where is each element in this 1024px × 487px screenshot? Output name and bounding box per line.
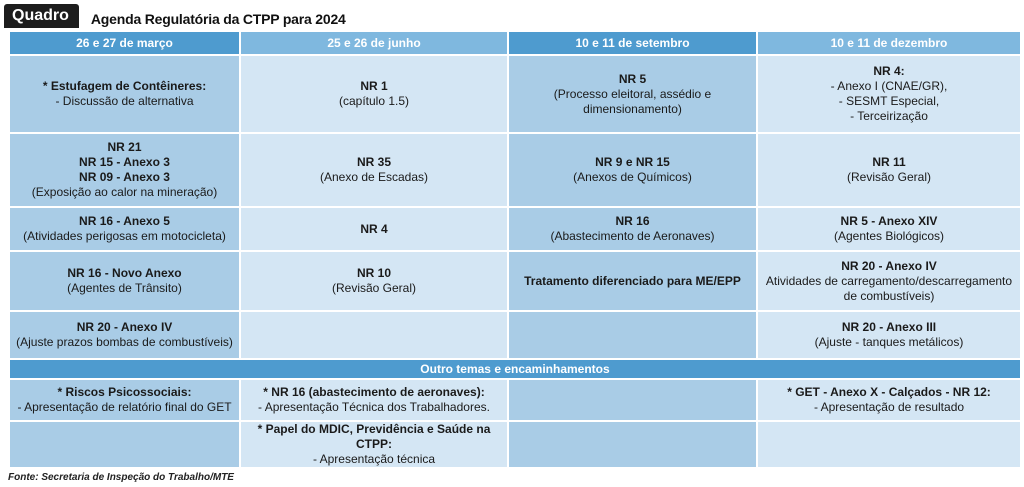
- cell-title: NR 20 - Anexo IV: [841, 258, 937, 273]
- agenda-cell: [508, 311, 757, 359]
- cell-detail: (Agentes de Trânsito): [67, 281, 182, 295]
- agenda-cell: [9, 421, 240, 468]
- table-header: [4, 4, 346, 28]
- table-row: [9, 55, 1021, 133]
- cell-detail: - Apresentação Técnica dos Trabalhadores.: [258, 400, 490, 414]
- agenda-cell: [240, 133, 508, 207]
- cell-detail: - Apresentação de resultado: [813, 400, 965, 414]
- cell-title: NR 5 - Anexo XIV: [840, 214, 938, 228]
- agenda-cell: [240, 55, 508, 133]
- agenda-cell: [240, 311, 508, 359]
- agenda-cell: [508, 251, 757, 311]
- agenda-cell: [9, 311, 240, 359]
- cell-detail: (Exposição ao calor na mineração): [31, 185, 218, 199]
- cell-title: NR 09 - Anexo 3: [79, 170, 170, 184]
- cell-detail: (Anexos de Químicos): [573, 170, 692, 184]
- cell-title: NR 5: [618, 71, 647, 86]
- agenda-cell: [508, 133, 757, 207]
- cell-title: NR 15 - Anexo 3: [79, 155, 170, 169]
- cell-detail: - SESMT Especial,: [838, 94, 940, 108]
- cell-detail: (Anexo de Escadas): [319, 170, 429, 184]
- agenda-cell: [240, 379, 508, 421]
- agenda-cell: [508, 421, 757, 468]
- cell-detail: Atividades de carregamento/descarregamento: [765, 273, 1013, 288]
- cell-detail: (Processo eleitoral, assédio e dimensionamento): [553, 86, 712, 116]
- agenda-cell: [757, 379, 1021, 421]
- agenda-table: [8, 30, 1022, 469]
- table-row: [9, 207, 1021, 251]
- cell-title: NR 10: [356, 266, 391, 280]
- quadro-tag: Quadro: [4, 4, 79, 28]
- cell-title: NR 35: [356, 155, 391, 169]
- cell-detail: (capítulo 1.5): [338, 94, 410, 108]
- section-row: [9, 359, 1021, 379]
- cell-detail: (Abastecimento de Aeronaves): [550, 229, 715, 243]
- cell-detail: (Revisão Geral): [846, 170, 932, 184]
- agenda-cell: [757, 55, 1021, 133]
- section-title: Outro temas e encaminhamentos: [9, 359, 1021, 379]
- cell-title: NR 1: [360, 79, 388, 93]
- cell-detail: - Discussão de alternativa: [55, 94, 194, 108]
- cell-detail: - Apresentação de relatório final do GET: [17, 400, 232, 414]
- cell-title: * NR 16 (abastecimento de aeronaves):: [263, 385, 485, 399]
- cell-title: NR 16: [615, 214, 650, 228]
- agenda-cell: [9, 251, 240, 311]
- source-note: Fonte: Secretaria de Inspeção do Trabalho/MTE: [8, 472, 234, 483]
- column-header-row: [9, 31, 1021, 55]
- table-row: [9, 421, 1021, 468]
- agenda-cell: [757, 251, 1021, 311]
- table-row: [9, 133, 1021, 207]
- cell-title: NR 11: [872, 155, 906, 169]
- cell-title: * GET - Anexo X - Calçados - NR 12:: [787, 385, 991, 399]
- cell-title: NR 16 - Novo Anexo: [67, 266, 182, 280]
- agenda-cell: [9, 207, 240, 251]
- agenda-cell: [757, 421, 1021, 468]
- cell-detail: (Revisão Geral): [331, 281, 417, 295]
- agenda-cell: [240, 207, 508, 251]
- column-header-june: 25 e 26 de junho: [240, 31, 508, 55]
- cell-title: NR 16 - Anexo 5: [79, 214, 170, 228]
- cell-title: * Papel do MDIC, Previdência e Saúde na CTPP:: [257, 422, 491, 451]
- cell-detail: de combustíveis): [843, 288, 935, 303]
- cell-detail: - Apresentação técnica: [312, 452, 436, 466]
- column-header-september: 10 e 11 de setembro: [508, 31, 757, 55]
- agenda-cell: [9, 379, 240, 421]
- agenda-cell: [508, 207, 757, 251]
- cell-detail: (Atividades perigosas em motocicleta): [23, 229, 226, 243]
- cell-detail: (Ajuste - tanques metálicos): [814, 335, 964, 349]
- agenda-cell: [757, 207, 1021, 251]
- agenda-cell: [757, 133, 1021, 207]
- agenda-cell: [9, 133, 240, 207]
- column-header-december: 10 e 11 de dezembro: [757, 31, 1021, 55]
- cell-title: Tratamento diferenciado para ME/EPP: [524, 273, 741, 288]
- cell-title: NR 20 - Anexo IV: [76, 320, 173, 334]
- cell-title: * Riscos Psicossociais:: [57, 385, 192, 399]
- agenda-cell: [240, 421, 508, 468]
- agenda-cell: [240, 251, 508, 311]
- page-title: Agenda Regulatória da CTPP para 2024: [90, 11, 346, 27]
- cell-title: NR 9 e NR 15: [595, 155, 670, 169]
- cell-detail: (Agentes Biológicos): [833, 229, 945, 243]
- cell-title: NR 20 - Anexo III: [841, 320, 937, 334]
- table-row: [9, 379, 1021, 421]
- cell-detail: - Anexo I (CNAE/GR),: [830, 79, 948, 93]
- table-row: [9, 251, 1021, 311]
- cell-title: * Estufagem de Contêineres:: [42, 79, 207, 93]
- agenda-cell: [9, 55, 240, 133]
- cell-title: NR 4: [360, 221, 388, 236]
- agenda-cell: [508, 379, 757, 421]
- cell-title: NR 21: [107, 140, 142, 154]
- column-header-march: 26 e 27 de março: [9, 31, 240, 55]
- table-row: [9, 311, 1021, 359]
- agenda-cell: [508, 55, 757, 133]
- cell-title: NR 4:: [873, 64, 905, 78]
- agenda-cell: [757, 311, 1021, 359]
- cell-detail: (Ajuste prazos bombas de combustíveis): [16, 335, 233, 349]
- cell-detail: - Terceirização: [850, 109, 928, 123]
